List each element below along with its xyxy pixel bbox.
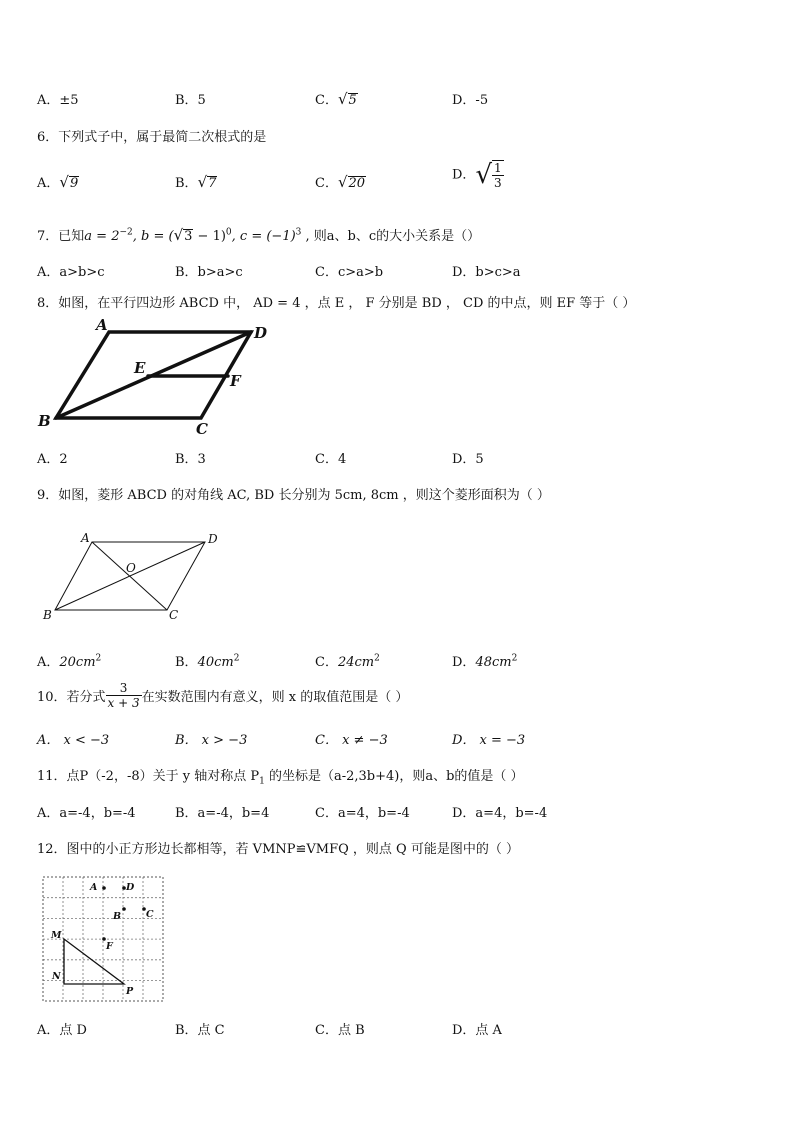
q11-option-c: C．a=4，b=-4: [315, 806, 410, 821]
q7-stem: 7．已知$a = 2^{-2}$, $b = (√3 - 1)^0$, $c = (-1)^3$ , 则a、b、c的大小关系是（）: [37, 226, 481, 244]
q12-label-f: F: [106, 941, 113, 952]
q8-label-a: A: [96, 318, 108, 334]
q7-options: [37, 261, 657, 283]
q12-label-c: C: [146, 909, 154, 920]
q12-options: [37, 1019, 657, 1041]
q9-option-b: B．$40cm^2$: [175, 653, 240, 670]
q9-label-d: D: [208, 532, 218, 546]
q10-option-b: B． x > −3: [175, 733, 248, 748]
q9-options: [37, 651, 657, 673]
q10-option-d: D． x = −3: [452, 733, 526, 748]
q7-option-a: A．a>b>c: [37, 265, 105, 280]
q9-label-c: C: [169, 608, 179, 622]
q9-stem: 9．如图，菱形 ABCD 的对角线 AC, BD 长分别为 5cm, 8cm ，则这个菱形面积为（ ）: [37, 488, 550, 503]
q12-label-d: D: [126, 882, 135, 893]
q9-label-b: B: [43, 608, 52, 622]
q10-options: [37, 729, 657, 751]
q12-label-a: A: [90, 882, 98, 893]
q12-label-m: M: [51, 930, 62, 941]
q8-label-b: B: [38, 412, 51, 430]
q11-options: [37, 802, 657, 824]
q6-option-b: B．√7: [175, 173, 217, 191]
q8-label-e: E: [134, 359, 146, 377]
q12-stem: 12．图中的小正方形边长都相等，若 VMNP≌VMFQ ，则点 Q 可能是图中的（ ）: [37, 842, 519, 857]
q12-label-p: P: [126, 986, 134, 997]
q12-point-a: [102, 886, 106, 890]
q5-option-a: A．±5: [37, 93, 79, 108]
q8-option-a: A．2: [37, 452, 68, 467]
q10-option-c: C． x ≠ −3: [315, 733, 388, 748]
q12-triangle-mnp: [64, 939, 124, 984]
q11-option-a: A．a=-4，b=-4: [37, 806, 136, 821]
q9-label-a: A: [81, 531, 90, 545]
q6-option-d: D．√ $\frac{1}{3}$: [452, 160, 502, 190]
q8-label-c: C: [196, 420, 208, 436]
q8-stem: 8．如图，在平行四边形 ABCD 中， AD = 4 ，点 E ， F 分别是 BD ， CD 的中点，则 EF 等于（ ）: [37, 296, 636, 311]
q11-stem: 11．点P（-2，-8）关于 y 轴对称点 $P_1$ 的坐标是（a-2,3b+4)，则a、b的值是（ ）: [37, 769, 524, 787]
q12-option-b: B．点 C: [175, 1023, 225, 1038]
q6-option-c: C．√20: [315, 173, 366, 191]
q7-option-c: C．c>a>b: [315, 265, 384, 280]
q8-option-c: C．4: [315, 452, 347, 467]
q12-label-b: B: [113, 911, 122, 922]
q6-stem: 6．下列式子中，属于最简二次根式的是: [37, 130, 267, 145]
q5-options: [37, 89, 657, 111]
q9-option-d: D．$48cm^2$: [452, 653, 518, 670]
q11-option-d: D．a=4，b=-4: [452, 806, 548, 821]
q12-label-n: N: [52, 971, 61, 982]
q12-grid-figure: [40, 874, 168, 1004]
q8-label-d: D: [254, 324, 268, 342]
q12-option-d: D．点 A: [452, 1023, 502, 1038]
q10-stem: 10．若分式 $\frac{3}{x + 3}$ 在实数范围内有意义，则 x 的取值范围是（ ）: [37, 681, 409, 710]
q6-option-a: A．√9: [37, 173, 79, 191]
q8-parallelogram-figure: [36, 318, 276, 436]
q9-option-c: C．$24cm^2$: [315, 653, 380, 670]
q8-options: [37, 448, 657, 470]
q5-option-b: B．5: [175, 93, 206, 108]
q8-label-f: F: [230, 372, 241, 390]
q7-option-d: D．b>c>a: [452, 265, 521, 280]
q9-option-a: A．$20cm^2$: [37, 653, 102, 670]
q12-option-c: C．点 B: [315, 1023, 365, 1038]
q7-option-b: B．b>a>c: [175, 265, 243, 280]
q10-option-a: A． x < −3: [37, 733, 110, 748]
q11-option-b: B．a=-4，b=4: [175, 806, 270, 821]
q5-option-c: C．√5: [315, 90, 357, 108]
q8-option-b: B．3: [175, 452, 206, 467]
q12-option-a: A．点 D: [37, 1023, 87, 1038]
q12-point-b: [122, 907, 126, 911]
q6-options: [37, 160, 657, 194]
q9-label-o: O: [126, 561, 136, 575]
q9-rhombus-figure: [38, 530, 228, 625]
q8-option-d: D．5: [452, 452, 484, 467]
q5-option-d: D．-5: [452, 93, 489, 108]
q9-diagonal-bd: [55, 542, 205, 610]
